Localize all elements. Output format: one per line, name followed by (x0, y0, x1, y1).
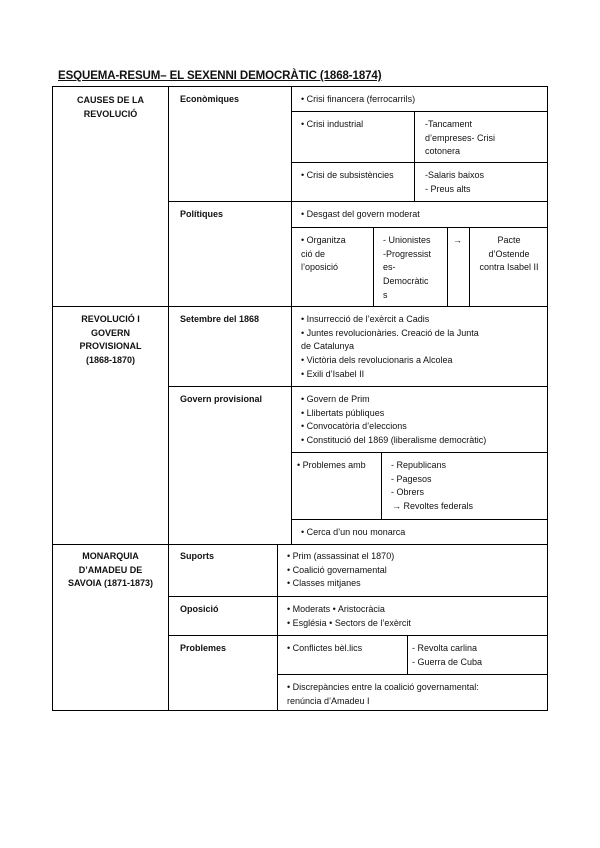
cell-divider (373, 227, 374, 307)
row-divider (168, 635, 548, 636)
subsection-label-politiques: Polítiques (180, 209, 224, 219)
item-conflictes-bellics: • Conflictes bèl.lics (287, 643, 363, 653)
subsection-label-oposicio: Oposició (180, 604, 219, 614)
row-divider (168, 386, 548, 387)
section-label-revolucio: REVOLUCIÓ I GOVERN PROVISIONAL (1868-1870) (79, 314, 142, 365)
item-partits-oposicio: - Unionistes -Progressist es- Democràtic s (383, 235, 432, 300)
row-divider (291, 452, 548, 453)
row-divider (291, 519, 548, 520)
list-suports: • Prim (assassinat el 1870) • Coalició governamental • Classes mitjanes (287, 551, 395, 589)
table-top-border (52, 86, 548, 87)
cell-divider (447, 227, 448, 307)
detail-problemes-amb: - Republicans - Pagesos - Obrers → Revoltes federals (391, 460, 474, 512)
subsection-label-problemes: Problemes (180, 643, 227, 653)
page-title: ESQUEMA-RESUM– EL SEXENNI DEMOCRÀTIC (1868-1874) (58, 70, 382, 82)
cell-divider (407, 635, 408, 674)
detail-conflictes-bellics: - Revolta carlina - Guerra de Cuba (412, 643, 483, 667)
item-crisi-subsistencies: • Crisi de subsistències (301, 170, 394, 180)
detail-crisi-subsistencies: -Salaris baixos - Preus alts (425, 170, 485, 194)
item-crisi-financera: • Crisi financera (ferrocarrils) (301, 94, 416, 104)
row-divider (277, 674, 548, 675)
row-divider (291, 162, 548, 163)
table-right-border (547, 86, 548, 711)
item-nou-monarca: • Cerca d’un nou monarca (301, 527, 406, 537)
section-divider (52, 306, 548, 307)
section-divider (52, 544, 548, 545)
table-bottom-border (52, 710, 548, 711)
list-setembre-1868: • Insurrecció de l’exèrcit a Cadis • Juntes revolucionàries. Creació de la Junta de Catalunya • Victòria dels revolucionaris a Alcolea • Exili d’Isabel II (301, 314, 479, 379)
item-problemes-amb: • Problemes amb (297, 460, 366, 470)
item-discrepancies: • Discrepàncies entre la coalició governamental: renúncia d’Amadeu I (287, 682, 479, 706)
list-oposicio: • Moderats • Aristocràcia • Església • Sectors de l’exèrcit (287, 604, 411, 628)
subsection-label-govern-provisional: Govern provisional (180, 394, 263, 404)
row-divider (168, 201, 548, 202)
item-desgast-govern: • Desgast del govern moderat (301, 209, 420, 219)
row-divider (291, 111, 548, 112)
section-label-causes: CAUSES DE LA REVOLUCIÓ (76, 95, 144, 119)
subsection-label-setembre: Setembre del 1868 (180, 314, 260, 324)
column-divider (291, 306, 292, 545)
subsection-label-economiques: Econòmiques (180, 94, 240, 104)
column-divider (277, 544, 278, 711)
row-divider (168, 596, 548, 597)
arrow-icon: → (453, 235, 462, 245)
item-crisi-industrial: • Crisi industrial (301, 119, 364, 129)
column-divider (168, 86, 169, 711)
cell-divider (381, 452, 382, 519)
table-left-border (52, 86, 53, 711)
item-organitzacio-oposicio: • Organitza ció de l’oposició (301, 235, 346, 273)
section-label-monarquia: MONARQUIA D’AMADEU DE SAVOIA (1871-1873) (67, 551, 154, 588)
cell-divider (414, 111, 415, 201)
column-divider (291, 86, 292, 307)
list-govern-provisional: • Govern de Prim • Llibertats públiques • Convocatòria d’eleccions • Constitució del 1869 (liberalisme democràtic) (301, 394, 487, 446)
detail-crisi-industrial: -Tancament d’empreses- Crisi cotonera (425, 119, 496, 157)
item-pacte-ostende: Pacte d’Ostende contra Isabel II (479, 235, 539, 273)
row-divider (291, 227, 548, 228)
subsection-label-suports: Suports (180, 551, 215, 561)
